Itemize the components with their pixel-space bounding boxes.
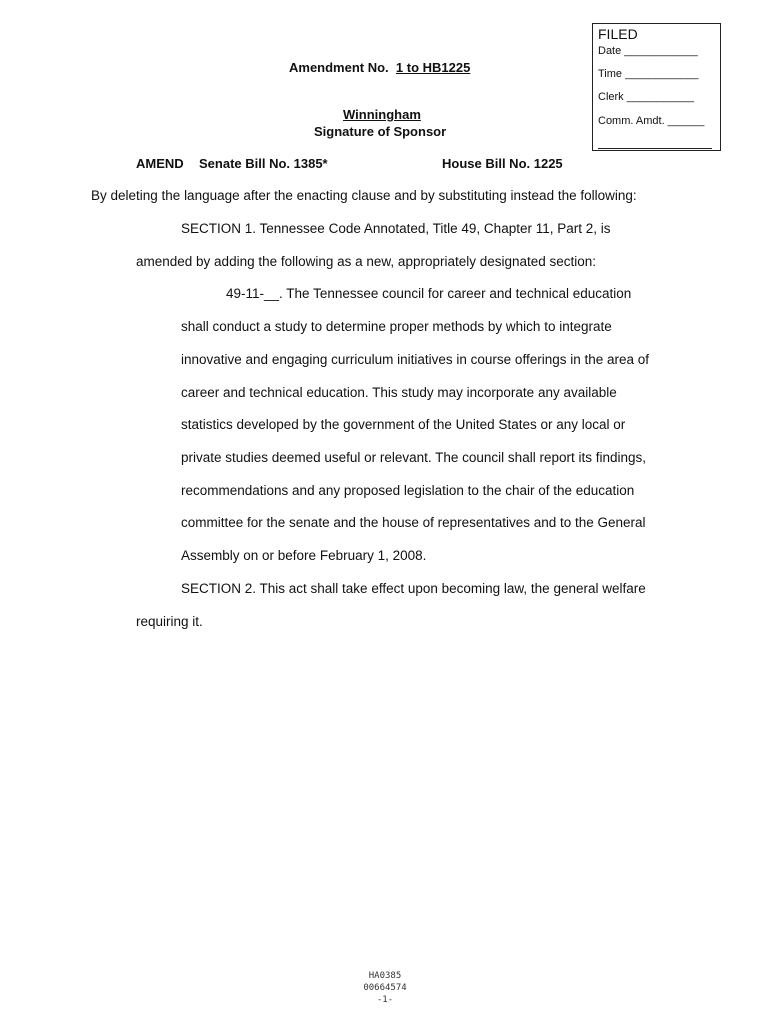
subsection-line: innovative and engaging curriculum initiatives in course offerings in the area of	[181, 352, 650, 367]
filed-clerk-line: Clerk ___________	[598, 91, 695, 103]
intro-paragraph: By deleting the language after the enacting clause and by substituting instead the following:	[91, 188, 637, 203]
subsection-line: career and technical education. This study may incorporate any available	[181, 385, 617, 400]
subsection-line: 49-11-__. The Tennessee council for career and technical education	[226, 286, 632, 301]
section2-line: requiring it.	[136, 614, 203, 629]
sponsor-caption: Signature of Sponsor	[314, 124, 447, 139]
sponsor-name: Winningham	[343, 107, 421, 122]
subsection-line: committee for the senate and the house of representatives and to the General	[181, 515, 646, 530]
amendment-label: Amendment No.	[289, 60, 389, 75]
subsection-line: Assembly on or before February 1, 2008.	[181, 548, 427, 563]
filed-time-line: Time ____________	[598, 68, 699, 80]
amend-label: AMEND	[136, 156, 184, 171]
filed-title: FILED	[598, 26, 638, 42]
amendment-number	[289, 60, 470, 75]
filed-signature-line	[598, 148, 712, 149]
footer-code: HA0385	[368, 971, 402, 981]
page-number: -1-	[376, 995, 394, 1005]
section2-line: SECTION 2. This act shall take effect upon becoming law, the general welfare	[181, 581, 646, 596]
section1-line: SECTION 1. Tennessee Code Annotated, Title 49, Chapter 11, Part 2, is	[181, 221, 611, 236]
filed-stamp-box	[592, 23, 721, 151]
subsection-line: statistics developed by the government of the United States or any local or	[181, 417, 626, 432]
subsection-line: shall conduct a study to determine proper methods by which to integrate	[181, 319, 612, 334]
section1-line: amended by adding the following as a new, appropriately designated section:	[136, 254, 597, 269]
senate-bill-number: Senate Bill No. 1385*	[199, 156, 328, 171]
filed-comm-amdt-line: Comm. Amdt. ______	[598, 115, 705, 127]
footer-code: 00664574	[363, 983, 407, 993]
filed-date-line: Date ____________	[598, 45, 698, 57]
subsection-line: recommendations and any proposed legislation to the chair of the education	[181, 483, 635, 498]
house-bill-number: House Bill No. 1225	[442, 156, 563, 171]
subsection-line: private studies deemed useful or relevant. The council shall report its findings,	[181, 450, 646, 465]
amendment-value: 1 to HB1225	[395, 60, 471, 75]
